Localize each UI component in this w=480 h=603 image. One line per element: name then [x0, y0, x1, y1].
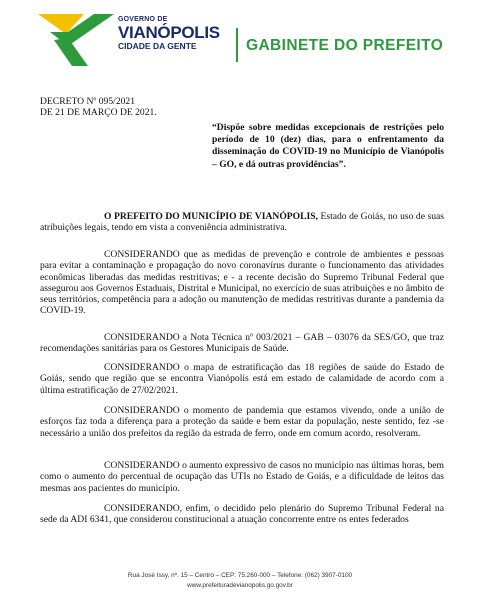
considering-paragraph-1: CONSIDERANDO que as medidas de prevenção e controle de ambientes e pessoas para evitar a contaminação e propagação do novo coronavírus durante o funcionamento das atividades econômicas liberadas das medidas restritivas; e - a recente decisão do Supremo Tribunal Federal que assegurou aos Governos Estaduais, Distrital e Municipal, no exercício de suas atribuições e no âmbito de seus territórios, competência para a adoção ou manutenção de medidas restritivas durante a pandemia da COVID-19.: [40, 249, 444, 317]
mayor-title: O PREFEITO DO MUNICÍPIO DE VIANÓPOLIS,: [104, 211, 318, 222]
office-title: GABINETE DO PREFEITO: [246, 37, 444, 54]
city-tagline: CIDADE DA GENTE: [118, 41, 197, 51]
city-name: VIANÓPOLIS: [118, 23, 220, 42]
decree-heading: [40, 96, 157, 118]
letterhead: [0, 0, 480, 80]
considering-paragraph-6: CONSIDERANDO, enfim, o decidido pelo plenário do Supremo Tribunal Federal na sede da ADI 6341, que considerou constitucional a atuação concorrente entre os entes federados: [40, 503, 444, 526]
decree-number: DECRETO Nº 095/2021: [40, 96, 136, 107]
considering-paragraph-4: CONSIDERANDO o momento de pandemia que estamos vivendo, onde a união de esforços faz toda a diferença para a proteção da saúde e bem estar da população, neste sentido, fez -se necessário a união dos prefeitos da região da estrada de ferro, onde em comum acordo, resolveram.: [40, 405, 444, 439]
vianopolis-logo-icon: [38, 12, 118, 68]
gov-label: GOVERNO DE: [118, 16, 168, 23]
city-brand: [118, 16, 220, 51]
decree-summary: “Dispõe sobre medidas excepcionais de restrições pelo período de 10 (dez) dias, para o enfrentamento da disseminação do COVID-19 no Município de Vianópolis – GO, e dá outras providências”.: [212, 122, 444, 170]
intro-paragraph: [40, 211, 444, 234]
header-divider: [236, 28, 238, 62]
footer-website: www.prefeituradevianopolis.go.gov.br: [187, 582, 293, 589]
footer-address: Rua José Issy, nº. 15 – Centro – CEP: 75.260-000 – Telefone: (062) 3907-0100: [127, 572, 353, 579]
intro-text: Estado de Goiás, no uso de suas atribuições legais, tendo em vista a conveniência administrativa.: [40, 211, 444, 234]
decree-date: DE 21 DE MARÇO DE 2021.: [40, 107, 157, 118]
considering-paragraph-2: CONSIDERANDO a Nota Técnica nº 003/2021 – GAB – 03076 da SES/GO, que traz recomendações sanitárias para os Gestores Municipais de Saúde.: [40, 332, 444, 355]
considering-paragraph-5: CONSIDERANDO o aumento expressivo de casos no município nas últimas horas, bem como o aumento do percentual de ocupação das UTIs no Estado de Goiás, e a dificuldade de leitos das mesmas aos pacientes do município.: [40, 460, 444, 494]
considering-paragraph-3: CONSIDERANDO o mapa de estratificação das 18 regiões de saúde do Estado de Goiás, sendo que região que se encontra Vianópolis está em estado de calamidade de acordo com a última estratificação de 27/02/2021.: [40, 362, 444, 396]
